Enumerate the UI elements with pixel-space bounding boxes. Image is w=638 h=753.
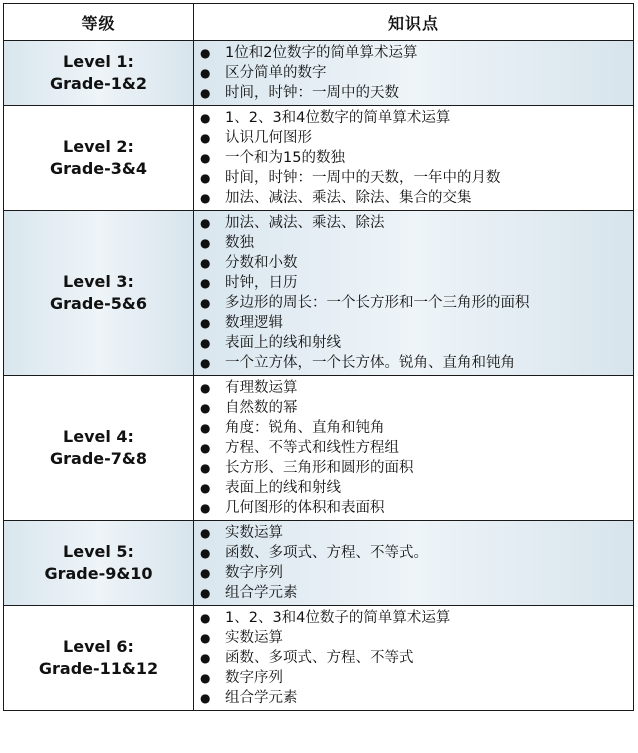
list-item: ● 有理数运算: [200, 378, 633, 398]
list-item: ● 认识几何图形: [200, 128, 633, 148]
table-row: [4, 606, 634, 711]
list-item: ● 自然数的幂: [200, 398, 633, 418]
list-item: ● 时间，时钟：一周中的天数，一年中的月数: [200, 168, 633, 188]
level-label: Level 5:: [63, 542, 134, 561]
grade-label: Grade-9&10: [44, 564, 153, 583]
topics-cell: [194, 41, 634, 106]
level-label: Level 1:: [63, 52, 134, 71]
topic-list: [194, 211, 633, 375]
topics-cell: [194, 376, 634, 521]
list-item: ● 多边形的周长：一个长方形和一个三角形的面积: [200, 293, 633, 313]
list-item: ● 加法、减法、乘法、除法: [200, 213, 633, 233]
level-cell: [4, 106, 194, 211]
list-item: ● 区分简单的数字: [200, 63, 633, 83]
list-item: ● 组合学元素: [200, 583, 633, 603]
table-row: [4, 521, 634, 606]
topics-cell: [194, 606, 634, 711]
list-item: ● 表面上的线和射线: [200, 478, 633, 498]
list-item: ● 时间，时钟：一周中的天数: [200, 83, 633, 103]
table-row: [4, 211, 634, 376]
level-label: Level 6:: [63, 637, 134, 656]
list-item: ● 数理逻辑: [200, 313, 633, 333]
topics-cell: [194, 211, 634, 376]
topic-list: [194, 376, 633, 520]
grade-label: Grade-7&8: [50, 449, 147, 468]
table-row: [4, 376, 634, 521]
level-cell: [4, 211, 194, 376]
level-column-header: 等级: [4, 4, 194, 41]
list-item: ● 1、2、3和4位数字的简单算术运算: [200, 108, 633, 128]
list-item: ● 加法、减法、乘法、除法、集合的交集: [200, 188, 633, 208]
list-item: ● 几何图形的体积和表面积: [200, 498, 633, 518]
list-item: ● 1、2、3和4位数子的简单算术运算: [200, 608, 633, 628]
level-cell: [4, 521, 194, 606]
level-label: Level 4:: [63, 427, 134, 446]
topic-list: [194, 521, 633, 605]
list-item: ● 数字序列: [200, 668, 633, 688]
grade-label: Grade-5&6: [50, 294, 147, 313]
grade-label: Grade-1&2: [50, 74, 147, 93]
list-item: ● 实数运算: [200, 523, 633, 543]
level-cell: [4, 606, 194, 711]
header-row: [4, 4, 634, 41]
table-row: [4, 41, 634, 106]
list-item: ● 方程、不等式和线性方程组: [200, 438, 633, 458]
list-item: ● 1位和2位数字的简单算术运算: [200, 43, 633, 63]
topics-cell: [194, 106, 634, 211]
level-label: Level 3:: [63, 272, 134, 291]
table-row: [4, 106, 634, 211]
list-item: ● 长方形、三角形和圆形的面积: [200, 458, 633, 478]
list-item: ● 一个和为15的数独: [200, 148, 633, 168]
grade-label: Grade-11&12: [38, 659, 159, 678]
topic-list: [194, 106, 633, 210]
level-label: Level 2:: [63, 137, 134, 156]
list-item: ● 数独: [200, 233, 633, 253]
topic-list: [194, 41, 633, 105]
list-item: ● 角度：锐角、直角和钝角: [200, 418, 633, 438]
grade-label: Grade-3&4: [50, 159, 147, 178]
list-item: ● 组合学元素: [200, 688, 633, 708]
list-item: ● 分数和小数: [200, 253, 633, 273]
list-item: ● 实数运算: [200, 628, 633, 648]
list-item: ● 函数、多项式、方程、不等式。: [200, 543, 633, 563]
topic-list: [194, 606, 633, 710]
list-item: ● 数字序列: [200, 563, 633, 583]
list-item: ● 时钟，日历: [200, 273, 633, 293]
level-cell: [4, 376, 194, 521]
table-body: [4, 41, 634, 711]
list-item: ● 表面上的线和射线: [200, 333, 633, 353]
level-cell: [4, 41, 194, 106]
list-item: ● 一个立方体，一个长方体。锐角、直角和钝角: [200, 353, 633, 373]
topic-column-header: 知识点: [194, 4, 634, 41]
curriculum-table: [3, 3, 634, 711]
list-item: ● 函数、多项式、方程、不等式: [200, 648, 633, 668]
topics-cell: [194, 521, 634, 606]
